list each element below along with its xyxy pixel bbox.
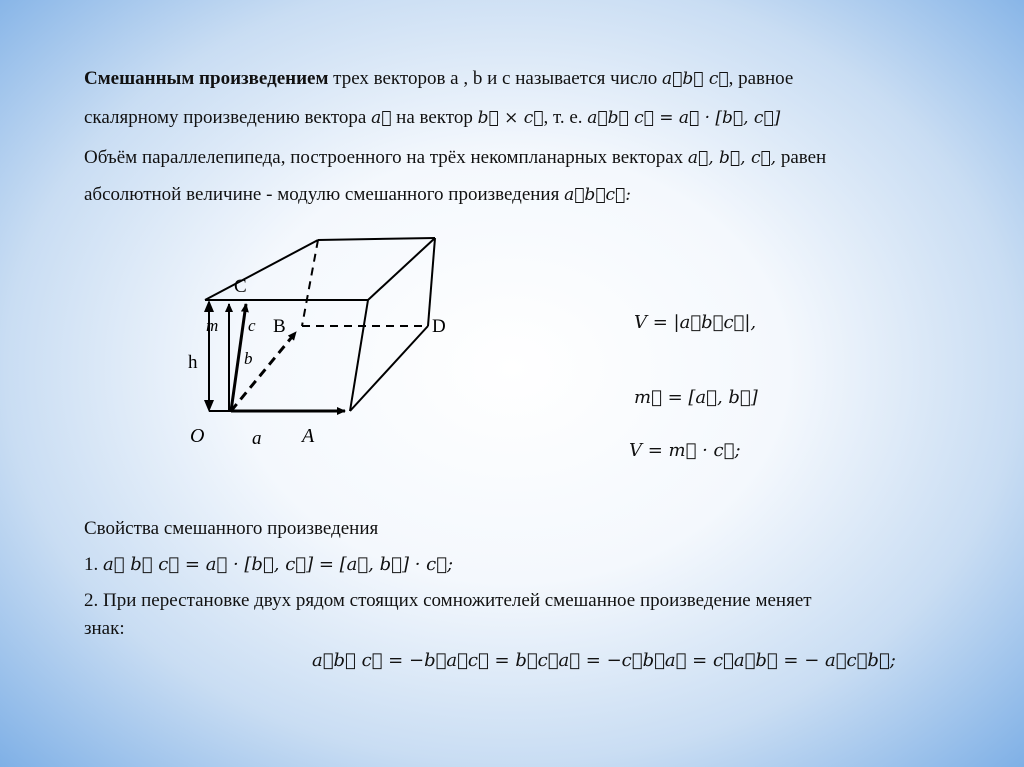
cross-product-formula: b⃗ × c⃗ [477,108,544,128]
volume-dot-formula: V = m⃗ · c⃗; [629,440,741,461]
definition-text: трех векторов a , b и c называется число [328,68,663,89]
label-b: b⃗ [244,349,266,368]
property-1-number: 1. [84,554,99,575]
definition-tail: , равное [728,68,794,89]
label-c: c⃗ [248,316,269,335]
definition-term: Смешанным произведением [84,68,329,89]
edge-top-left [205,240,318,300]
definition-text-2: скалярному произведению вектора [84,107,372,128]
label-B: B [273,316,286,337]
mixed-product-abs: a⃗b⃗c⃗: [564,185,631,205]
mixed-product-symbol: a⃗b⃗ c⃗ [662,69,729,89]
label-h: h [188,352,198,373]
label-a: a⃗ [252,428,277,449]
height-arrow-top [204,300,214,312]
property-2-line-2: знак: [84,618,125,639]
properties-title: Свойства смешанного произведения [84,518,379,539]
edge-back-right [428,238,435,326]
volume-text-2: абсолютной величине - модулю смешанного произведения [84,184,565,205]
hidden-edge-vertical [302,240,318,326]
vector-a-symbol: a⃗ [371,108,392,128]
label-C: C [234,276,247,297]
property-2-formula: a⃗b⃗ c⃗ = −b⃗a⃗c⃗ = b⃗c⃗a⃗ = −c⃗b⃗a⃗ = c⃗a⃗b⃗ = − a⃗c⃗b⃗; [312,650,896,671]
vectors-list: a⃗, b⃗, c⃗, [687,148,777,168]
label-A: A [302,425,315,447]
definition-mid: на вектор [391,107,478,128]
volume-text: Объём параллелепипеда, построенного на трёх некомпланарных векторах [84,147,688,168]
label-O: O [190,425,205,447]
m-vector-formula: m⃗ = [a⃗, b⃗] [634,387,758,408]
mixed-product-formula: a⃗b⃗ c⃗ = a⃗ · [b⃗, c⃗] [587,108,781,128]
edge-top-back [318,238,435,240]
label-m: m⃗ [206,316,232,335]
edge-top-right [368,238,435,300]
property-1 [84,554,453,576]
definition-te: , т. е. [543,107,588,128]
property-2-line-1: 2. При перестановке двух рядом стоящих сомножителей смешанное произведение меняет [84,590,812,611]
volume-formula: V = |a⃗b⃗c⃗|, [634,312,757,333]
label-D: D [432,316,446,337]
volume-tail: равен [776,147,827,168]
property-1-formula: a⃗ b⃗ c⃗ = a⃗ · [b⃗, c⃗] = [a⃗, b⃗] · c⃗; [103,554,454,575]
